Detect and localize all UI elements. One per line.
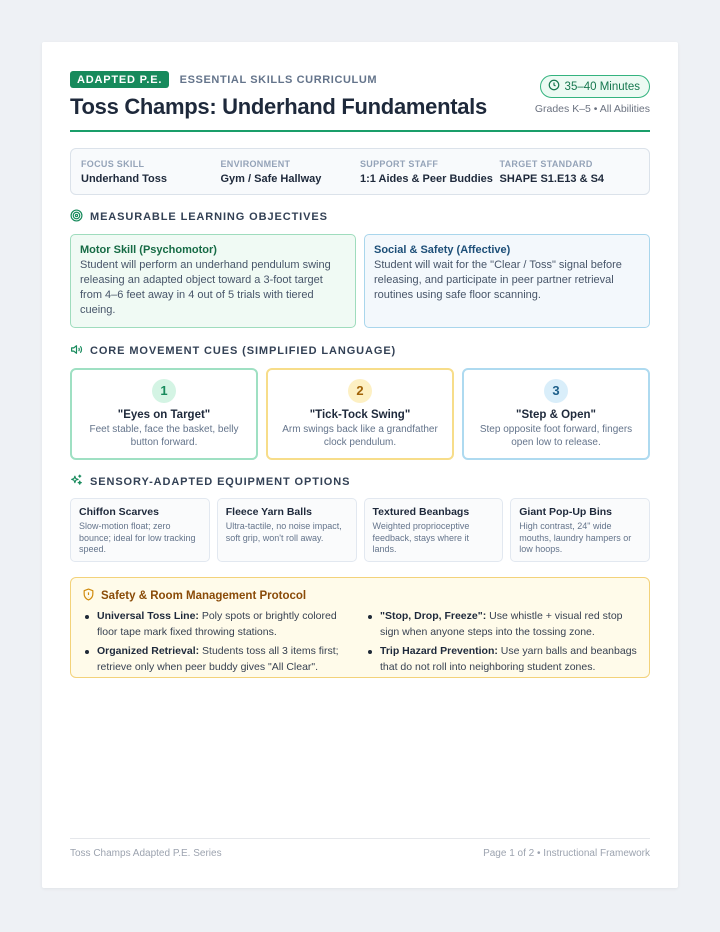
safety-column-right <box>365 609 638 679</box>
meta-value: 1:1 Aides & Peer Buddies <box>360 173 493 185</box>
objectives-list <box>70 234 650 328</box>
cues-list <box>70 368 650 460</box>
equipment-title: Giant Pop-Up Bins <box>519 506 612 518</box>
cue-title: "Step & Open" <box>516 409 596 421</box>
objective-card-social <box>364 234 650 328</box>
equipment-list <box>70 498 650 562</box>
clock-icon <box>548 79 560 94</box>
header <box>70 70 650 132</box>
cues-heading <box>70 343 650 359</box>
safety-item <box>82 644 355 675</box>
cue-number: 2 <box>348 379 372 403</box>
meta-focus-skill <box>81 159 221 194</box>
page-title: Toss Champs: Underhand Fundamentals <box>70 94 487 119</box>
equipment-title: Fleece Yarn Balls <box>225 506 312 518</box>
meta-environment <box>221 159 361 194</box>
objective-title: Social & Safety (Affective) <box>374 244 511 256</box>
meta-label: ENVIRONMENT <box>220 159 291 169</box>
lesson-meta-bar <box>70 148 650 195</box>
cues-heading-text: CORE MOVEMENT CUES (SIMPLIFIED LANGUAGE) <box>90 345 397 357</box>
equipment-text: Ultra-tactile, no noise impact, soft grip, won't roll away. <box>225 521 342 543</box>
page-content <box>70 70 650 678</box>
cue-card-2 <box>266 368 454 460</box>
safety-columns <box>82 609 638 679</box>
category-badge: ADAPTED P.E. <box>70 71 169 88</box>
equipment-card <box>217 498 357 562</box>
cue-title: "Eyes on Target" <box>117 409 211 421</box>
cue-text: Step opposite foot forward, fingers open low to release. <box>479 424 633 448</box>
safety-text: Use whistle + visual red stop sign when anyone steps into the tossing zone. <box>380 610 623 638</box>
safety-item <box>82 609 355 640</box>
cue-text: Arm swings back like a grandfather clock pendulum. <box>282 424 438 448</box>
duration-badge <box>540 75 650 98</box>
equipment-card <box>510 498 650 562</box>
safety-term: "Stop, Drop, Freeze": <box>380 610 487 622</box>
equipment-card <box>364 498 504 562</box>
cue-number: 1 <box>152 379 176 403</box>
safety-term: Universal Toss Line: <box>97 610 199 622</box>
footer-series: Toss Champs Adapted P.E. Series <box>70 848 222 859</box>
safety-text: Students toss all 3 items first; retrieve only when peer buddy gives "All Clear". <box>97 645 339 673</box>
safety-term: Organized Retrieval: <box>97 645 200 657</box>
cue-card-1 <box>70 368 258 460</box>
equipment-text: High contrast, 24" wide mouths, laundry hampers or low hoops. <box>519 521 632 554</box>
safety-term: Trip Hazard Prevention: <box>380 645 498 657</box>
meta-label: SUPPORT STAFF <box>360 159 439 169</box>
safety-item <box>365 609 638 640</box>
meta-support-staff <box>360 159 500 194</box>
safety-item <box>365 644 638 675</box>
safety-text: Poly spots or brightly colored floor tape mark fixed throwing stations. <box>97 610 337 638</box>
speaker-icon <box>70 343 83 359</box>
meta-value: SHAPE S1.E13 & S4 <box>499 173 605 185</box>
objective-card-motor <box>70 234 356 328</box>
grades-text: Grades K–5 • All Abilities <box>534 103 650 115</box>
meta-value: Gym / Safe Hallway <box>220 173 322 185</box>
safety-heading-text: Safety & Room Management Protocol <box>101 590 307 602</box>
curriculum-kicker: ESSENTIAL SKILLS CURRICULUM <box>179 74 378 86</box>
objective-title: Motor Skill (Psychomotor) <box>80 244 217 256</box>
target-icon <box>70 209 83 225</box>
objectives-heading <box>70 209 650 225</box>
bullet-icon <box>85 615 89 619</box>
bullet-icon <box>368 650 372 654</box>
objective-text: Student will wait for the "Clear / Toss" signal before releasing, and participate in peer partner retrieval routines using safe floor scanning. <box>374 259 622 301</box>
objective-text: Student will perform an underhand pendulum swing releasing an adapted object toward a 3-foot target from 4–6 feet away in 4 out of 5 trials with tiered cueing. <box>80 259 331 316</box>
safety-heading <box>82 588 638 604</box>
cue-text: Feet stable, face the basket, belly button forward. <box>89 424 239 448</box>
objectives-heading-text: MEASURABLE LEARNING OBJECTIVES <box>90 211 328 223</box>
meta-target-standard <box>500 159 640 194</box>
meta-label: TARGET STANDARD <box>499 159 593 169</box>
bullet-icon <box>368 615 372 619</box>
equipment-heading <box>70 474 650 490</box>
cue-title: "Tick-Tock Swing" <box>309 409 411 421</box>
safety-text: Use yarn balls and beanbags that do not roll into neighboring student zones. <box>380 645 637 673</box>
equipment-heading-text: SENSORY-ADAPTED EQUIPMENT OPTIONS <box>90 476 351 488</box>
safety-column-left <box>82 609 355 679</box>
footer-page-info: Page 1 of 2 • Instructional Framework <box>483 848 650 859</box>
document-page <box>42 42 678 888</box>
cue-card-3 <box>462 368 650 460</box>
equipment-title: Textured Beanbags <box>372 506 470 518</box>
bullet-icon <box>85 650 89 654</box>
safety-protocol-box <box>70 577 650 678</box>
shield-alert-icon <box>82 588 95 604</box>
sparkles-icon <box>70 474 83 490</box>
duration-text: 35–40 Minutes <box>564 80 640 93</box>
cue-number: 3 <box>544 379 568 403</box>
page-footer <box>70 838 650 859</box>
equipment-text: Weighted proprioceptive feedback, stays where it lands. <box>372 521 470 554</box>
equipment-card <box>70 498 210 562</box>
meta-value: Underhand Toss <box>81 173 167 185</box>
equipment-text: Slow-motion float; zero bounce; ideal for low tracking speed. <box>79 521 196 554</box>
equipment-title: Chiffon Scarves <box>79 506 159 518</box>
meta-label: FOCUS SKILL <box>81 159 145 169</box>
